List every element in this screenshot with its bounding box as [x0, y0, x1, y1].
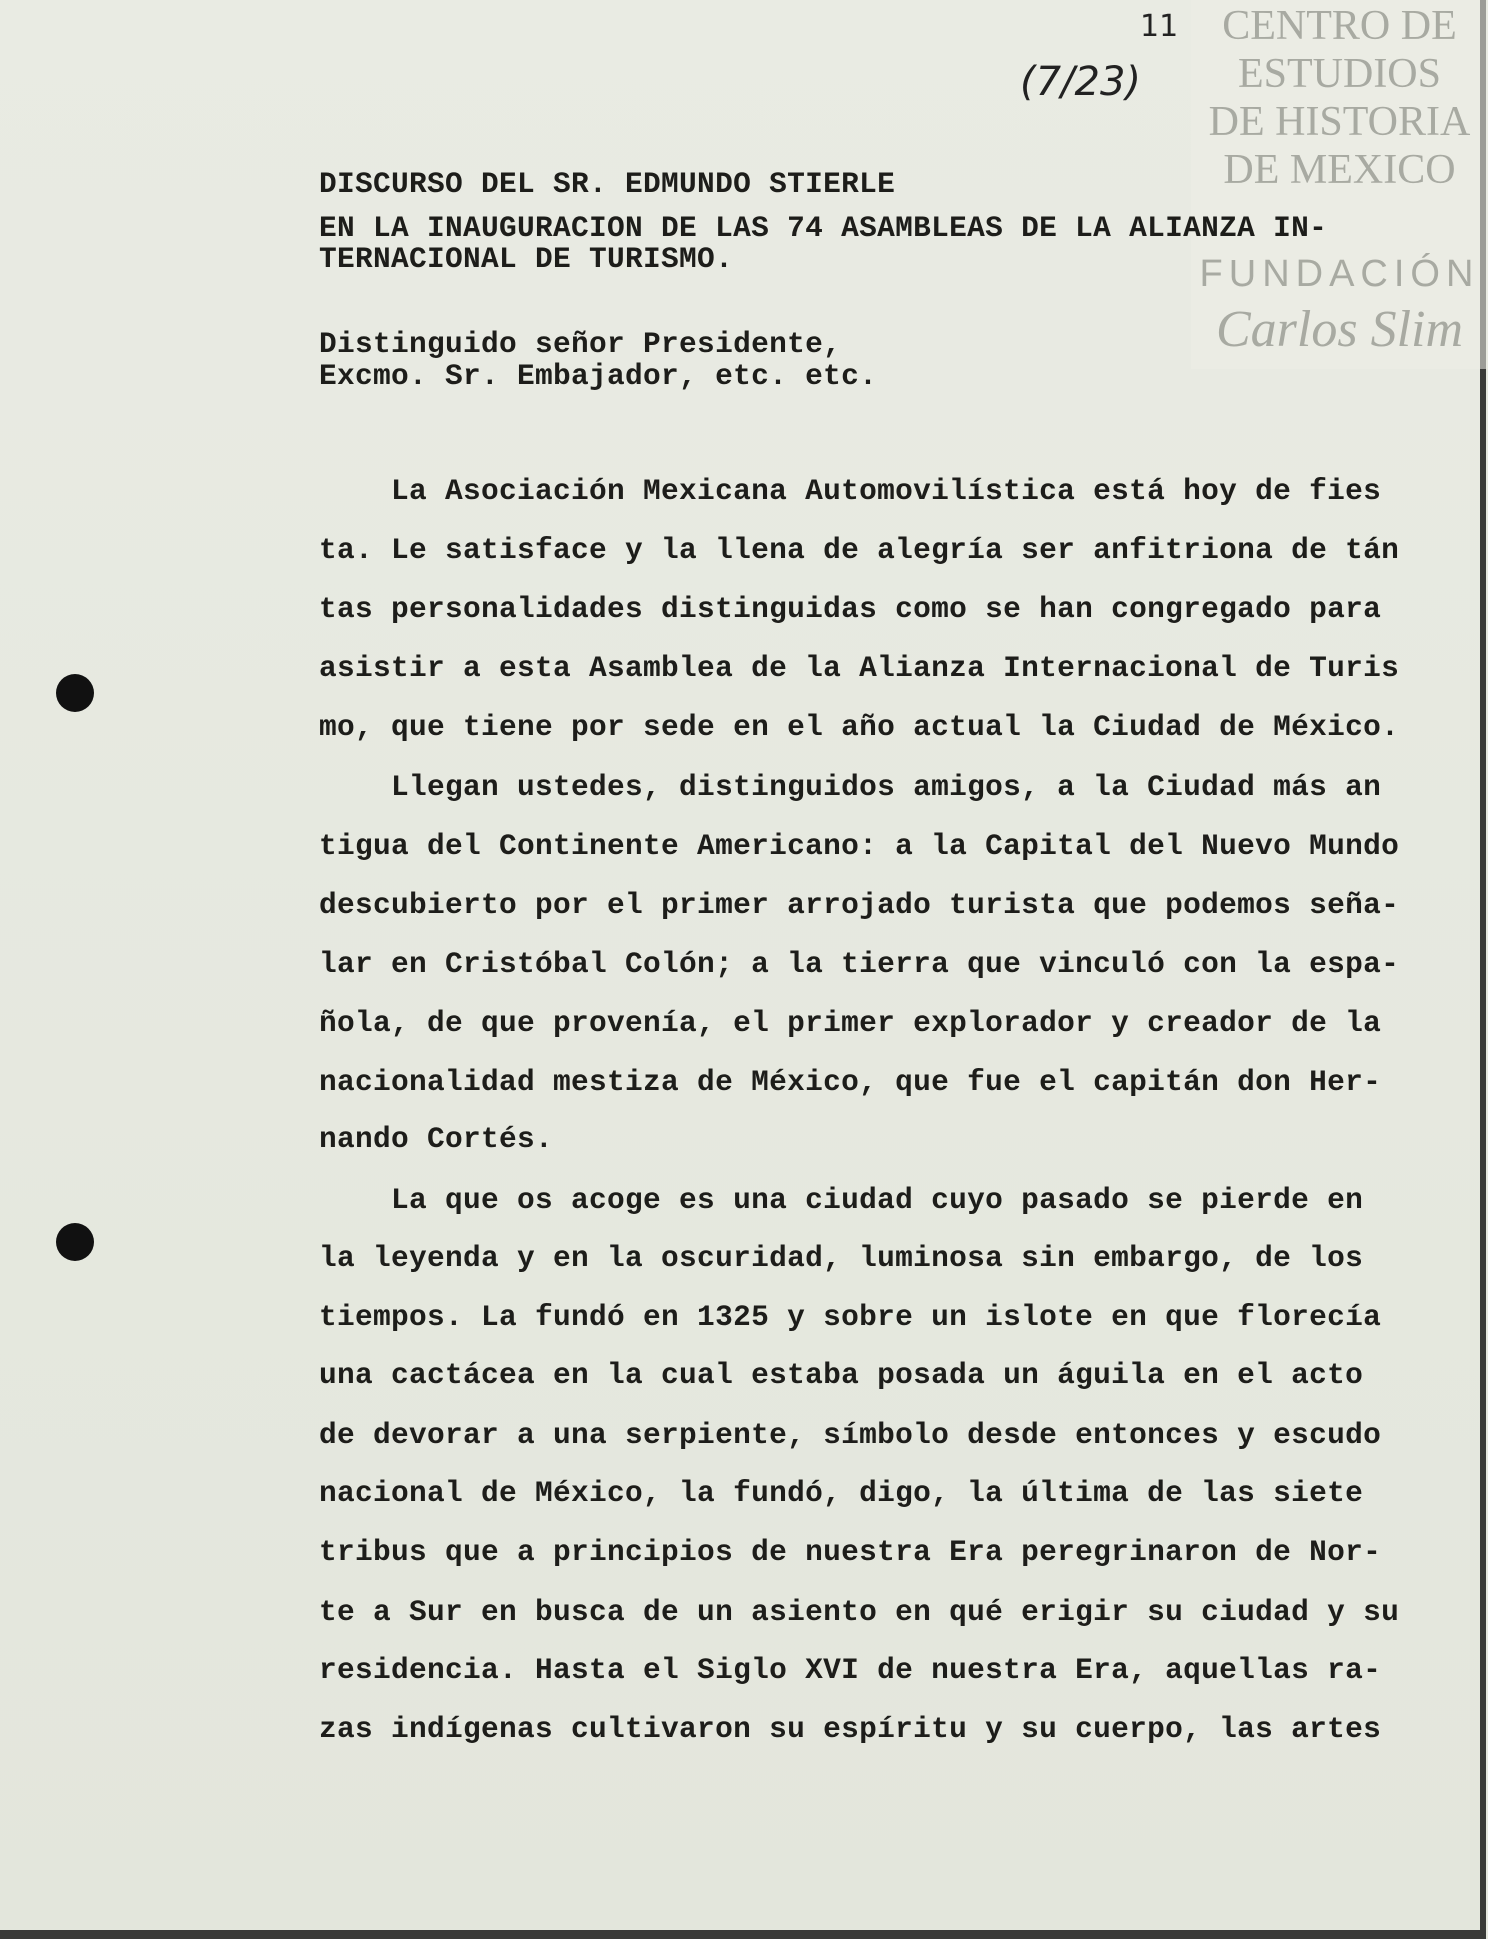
body-line: La que os acoge es una ciudad cuyo pasado se pierde en [319, 1183, 1364, 1217]
body-line: Llegan ustedes, distinguidos amigos, a la Ciudad más an [319, 770, 1382, 804]
title-line: DISCURSO DEL SR. EDMUNDO STIERLE [319, 167, 896, 201]
salutation-line: Excmo. Sr. Embajador, etc. etc. [319, 359, 878, 393]
watermark-line: DE MEXICO [1223, 147, 1456, 193]
handwritten-reference: (7/23) [1020, 59, 1142, 105]
body-line: zas indígenas cultivaron su espíritu y su cuerpo, las artes [319, 1712, 1382, 1746]
watermark-line: DE HISTORIA [1208, 99, 1471, 145]
body-line: ñola, de que provenía, el primer explorador y creador de la [319, 1006, 1382, 1040]
body-line: una cactácea en la cual estaba posada un águila en el acto [319, 1358, 1364, 1392]
watermark-signature: Carlos Slim [1215, 301, 1464, 358]
punch-hole [56, 1223, 94, 1261]
watermark-line: ESTUDIOS [1237, 51, 1441, 97]
title-line: TERNACIONAL DE TURISMO. [319, 242, 734, 276]
body-line: nando Cortés. [319, 1122, 554, 1156]
body-line: La Asociación Mexicana Automovilística está hoy de fies [319, 474, 1382, 508]
body-line: tribus que a principios de nuestra Era peregrinaron de Nor- [319, 1535, 1382, 1569]
handwritten-page-number: 11 [1140, 9, 1179, 44]
body-line: tigua del Continente Americano: a la Capital del Nuevo Mundo [319, 829, 1400, 863]
body-line: nacional de México, la fundó, digo, la última de las siete [319, 1476, 1364, 1510]
body-line: residencia. Hasta el Siglo XVI de nuestra Era, aquellas ra- [319, 1653, 1382, 1687]
body-line: ta. Le satisface y la llena de alegría ser anfitriona de tán [319, 533, 1400, 567]
body-line: tas personalidades distinguidas como se han congregado para [319, 592, 1382, 626]
salutation-line: Distinguido señor Presidente, [319, 327, 842, 361]
body-line: de devorar a una serpiente, símbolo desde entonces y escudo [319, 1418, 1382, 1452]
body-line: tiempos. La fundó en 1325 y sobre un islote en que florecía [319, 1300, 1382, 1334]
body-line: descubierto por el primer arrojado turista que podemos seña- [319, 888, 1400, 922]
body-line: la leyenda y en la oscuridad, luminosa sin embargo, de los [319, 1241, 1364, 1275]
title-line: EN LA INAUGURACION DE LAS 74 ASAMBLEAS DE LA ALIANZA IN- [319, 211, 1328, 245]
watermark-foundation: FUNDACIÓN [1199, 253, 1480, 295]
body-line: te a Sur en busca de un asiento en qué erigir su ciudad y su [319, 1595, 1400, 1629]
body-line: asistir a esta Asamblea de la Alianza Internacional de Turis [319, 651, 1400, 685]
watermark-line: CENTRO DE [1222, 3, 1457, 49]
body-line: lar en Cristóbal Colón; a la tierra que vinculó con la espa- [319, 947, 1400, 981]
watermark-fundacion-carlos-slim [1191, 0, 1488, 369]
body-line: mo, que tiene por sede en el año actual la Ciudad de México. [319, 710, 1400, 744]
body-line: nacionalidad mestiza de México, que fue el capitán don Her- [319, 1065, 1382, 1099]
punch-hole [56, 674, 94, 712]
